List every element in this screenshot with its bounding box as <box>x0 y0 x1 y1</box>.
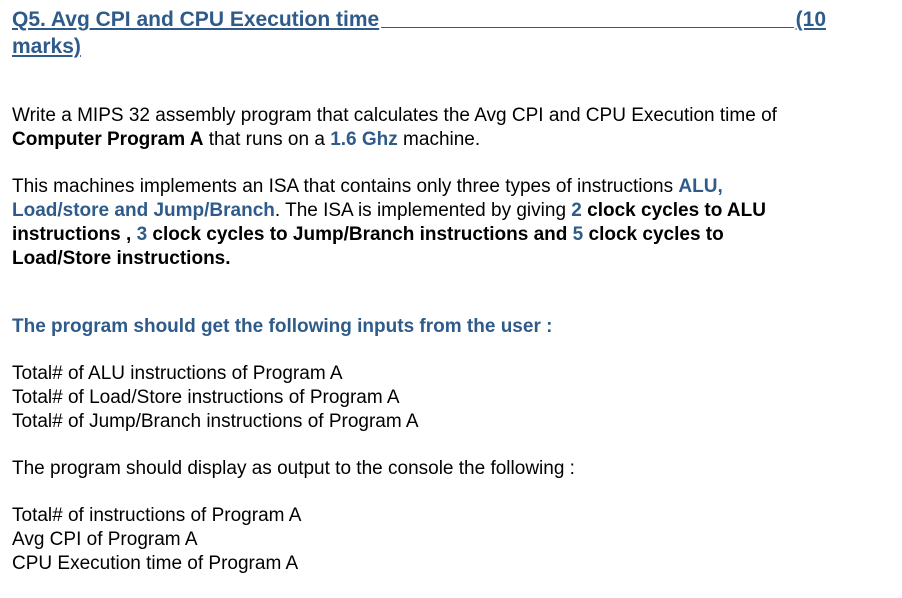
marks-label-part2: marks) <box>12 35 81 58</box>
isa-line-2 <box>12 199 892 223</box>
isa-text-c1: instructions , <box>12 224 137 245</box>
isa-paragraph <box>12 175 892 271</box>
question-heading <box>12 6 826 60</box>
intro-text-3: that runs on a <box>203 129 331 150</box>
inputs-heading: The program should get the following inputs from the user : <box>12 316 553 337</box>
output-item: CPU Execution time of Program A <box>12 553 299 574</box>
heading-row-2 <box>12 33 826 60</box>
intro-line-2 <box>12 128 892 152</box>
isa-type-alu: ALU, <box>678 176 723 197</box>
isa-line-1 <box>12 175 892 199</box>
clock-rate: 1.6 Ghz <box>330 129 398 150</box>
inputs-list <box>12 362 892 434</box>
alu-cycles: 2 <box>571 200 582 221</box>
jump-branch-cycles: 3 <box>136 224 148 245</box>
output-item: Total# of instructions of Program A <box>12 505 302 526</box>
marks-label-part1: (10 <box>795 8 826 31</box>
isa-text-c3: clock cycles to Jump/Branch instructions and <box>147 224 573 245</box>
heading-row-1 <box>12 6 826 33</box>
output-intro: The program should display as output to the console the following : <box>12 458 575 479</box>
isa-text-c5: clock cycles to <box>583 224 724 245</box>
load-store-cycles: 5 <box>572 224 584 245</box>
input-item: Total# of Jump/Branch instructions of Program A <box>12 411 419 432</box>
question-title: Q5. Avg CPI and CPU Execution time <box>12 8 380 31</box>
input-item: Total# of ALU instructions of Program A <box>12 363 343 384</box>
isa-line-3 <box>12 223 892 247</box>
intro-text-5: machine. <box>397 129 481 150</box>
isa-line-4 <box>12 247 892 271</box>
isa-text-b2: . The ISA is implemented by giving <box>274 200 572 221</box>
intro-line-1 <box>12 104 892 128</box>
isa-text-d1: Load/Store instructions. <box>12 248 231 269</box>
outputs-list <box>12 504 892 576</box>
isa-types-ls-jb: Load/store and Jump/Branch <box>12 200 275 221</box>
input-item: Total# of Load/Store instructions of Program A <box>12 387 400 408</box>
intro-paragraph <box>12 104 892 152</box>
output-item: Avg CPI of Program A <box>12 529 198 550</box>
intro-text-1: Write a MIPS 32 assembly program that calculates the Avg CPI and CPU Execution time of <box>12 105 777 126</box>
title-underline-rule <box>381 6 793 28</box>
program-name: Computer Program A <box>12 129 204 150</box>
isa-text-a1: This machines implements an ISA that contains only three types of instructions <box>12 176 679 197</box>
isa-text-b4: clock cycles to ALU <box>581 200 766 221</box>
